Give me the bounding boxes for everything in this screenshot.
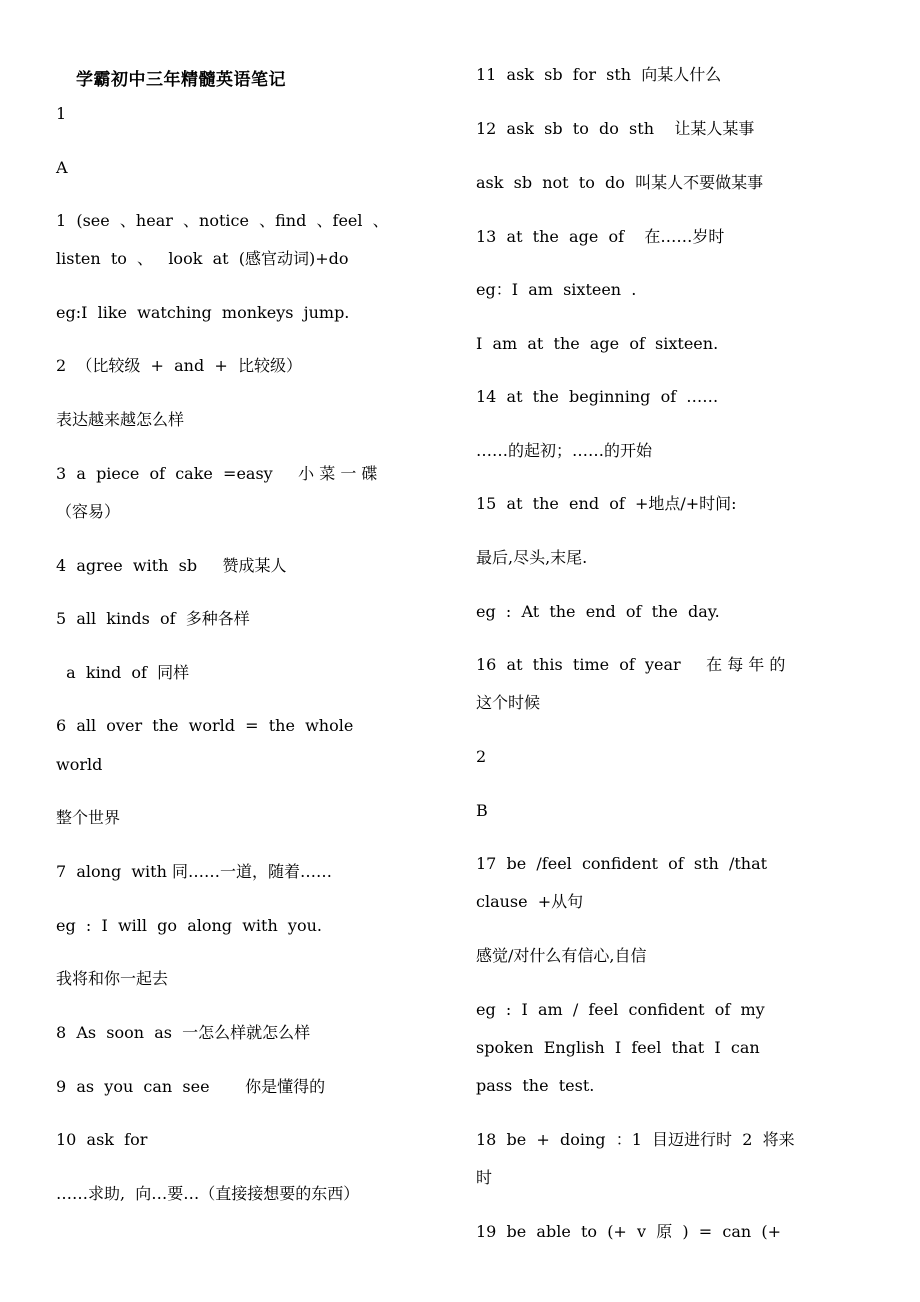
text-line: 14 at the beginning of ……	[476, 387, 719, 406]
text-line: clause +从句	[476, 892, 584, 911]
text-line: listen to 、 look at (感官动词)+do	[56, 249, 349, 268]
text-line: 13 at the age of 在……岁时	[476, 227, 725, 246]
text-line: 5 all kinds of 多种各样	[56, 609, 250, 628]
text-line: 6 all over the world = the whole	[56, 716, 354, 735]
text-line: 11 ask sb for sth 向某人什么	[476, 65, 722, 84]
text-line: 最后,尽头,末尾.	[476, 548, 588, 567]
text-line: 10 ask for	[56, 1130, 148, 1149]
text-line: 16 at this time of year 在 每 年 的	[476, 655, 786, 674]
left-column	[56, 0, 448, 1203]
text-line: eg:I like watching monkeys jump.	[56, 303, 350, 322]
text-line: 18 be + doing ：1 目迈进行时 2 将来	[476, 1130, 795, 1149]
text-line: B	[476, 801, 488, 820]
text-line: world	[56, 755, 103, 774]
text-line: a kind of 同样	[56, 663, 190, 682]
text-line: 时	[476, 1168, 493, 1187]
text-line: 这个时候	[476, 693, 541, 712]
text-line: pass the test.	[476, 1076, 595, 1095]
right-column	[476, 0, 868, 1241]
text-line: eg : I am / feel confident of my	[476, 1000, 765, 1019]
text-line: 3 a piece of cake =easy 小 菜 一 碟	[56, 464, 378, 483]
page-title: 学霸初中三年精髓英语笔记	[76, 70, 286, 90]
text-line: （容易）	[56, 502, 121, 521]
text-line: 2	[476, 747, 487, 766]
text-line: 1	[56, 104, 67, 123]
text-line: 表达越来越怎么样	[56, 410, 185, 429]
text-line: 9 as you can see 你是懂得的	[56, 1077, 326, 1096]
text-line: 12 ask sb to do sth 让某人某事	[476, 119, 755, 138]
text-line: 4 agree with sb 赞成某人	[56, 556, 287, 575]
text-line: 整个世界	[56, 808, 121, 827]
text-line: 8 As soon as 一怎么样就怎么样	[56, 1023, 311, 1042]
text-line: eg：I am sixteen .	[476, 280, 637, 299]
text-line: 17 be /feel confident of sth /that	[476, 854, 768, 873]
text-line: ask sb not to do 叫某人不要做某事	[476, 173, 764, 192]
text-line: 感觉/对什么有信心,自信	[476, 946, 647, 965]
text-line: 2 （比较级 + and + 比较级）	[56, 356, 302, 375]
text-line: 1 (see 、hear 、notice 、find 、feel 、	[56, 211, 389, 230]
text-line: I am at the age of sixteen.	[476, 334, 719, 353]
text-line: 7 along with 同……一道，随着……	[56, 862, 332, 881]
text-line: eg : At the end of the day.	[476, 602, 720, 621]
text-line: 19 be able to (+ v 原 ) = can (+	[476, 1222, 782, 1241]
text-line: ……的起初；……的开始	[476, 441, 653, 460]
text-line: ……求助, 向…要…（直接接想要的东西）	[56, 1184, 360, 1203]
text-line: 我将和你一起去	[56, 969, 169, 988]
text-line: 15 at the end of +地点/+时间:	[476, 494, 737, 513]
text-line: spoken English I feel that I can	[476, 1038, 760, 1057]
text-line: eg : I will go along with you.	[56, 916, 322, 935]
text-line: A	[56, 158, 68, 177]
